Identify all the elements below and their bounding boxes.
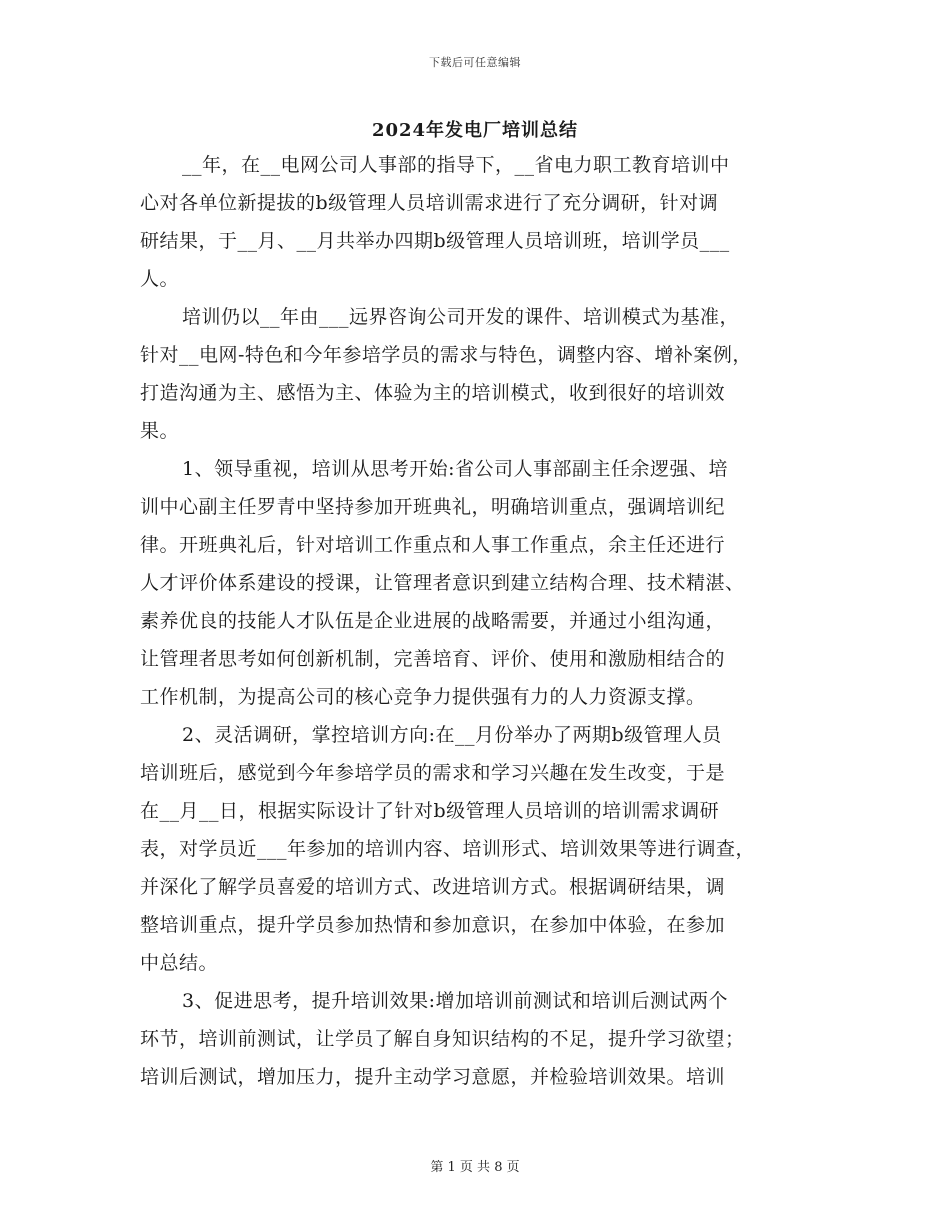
body-line: 训中心副主任罗青中坚持参加开班典礼，明确培训重点，强调培训纪 bbox=[140, 496, 726, 518]
page-title: 2024年发电厂培训总结 bbox=[371, 120, 579, 141]
body-line: 培训仍以__年由___远界咨询公司开发的课件、培训模式为基准， bbox=[182, 306, 740, 328]
body-line: 针对__电网-特色和今年参培学员的需求与特色，调整内容、增补案例， bbox=[140, 344, 752, 366]
body-line: 心对各单位新提拔的b级管理人员培训需求进行了充分调研，针对调 bbox=[140, 192, 719, 214]
body-line: 素养优良的技能人才队伍是企业进展的战略需要，并通过小组沟通， bbox=[140, 610, 726, 632]
body-line: 2、灵活调研，掌控培训方向:在__月份举办了两期b级管理人员 bbox=[182, 724, 722, 746]
document-body bbox=[140, 146, 800, 1096]
body-line: 中总结。 bbox=[140, 952, 219, 974]
body-line: 并深化了解学员喜爱的培训方式、改进培训方式。根据调研结果，调 bbox=[140, 876, 726, 898]
body-line: __年，在__电网公司人事部的指导下，__省电力职工教育培训中 bbox=[182, 154, 730, 176]
body-line: 果。 bbox=[140, 420, 180, 442]
body-line: 环节，培训前测试，让学员了解自身知识结构的不足，提升学习欲望； bbox=[140, 1028, 745, 1050]
body-line: 让管理者思考如何创新机制，完善培育、评价、使用和激励相结合的 bbox=[140, 648, 726, 670]
body-line: 培训班后，感觉到今年参培学员的需求和学习兴趣在发生改变，于是 bbox=[140, 762, 726, 784]
body-line: 工作机制，为提高公司的核心竞争力提供强有力的人力资源支撑。 bbox=[140, 686, 706, 708]
body-line: 人才评价体系建设的授课，让管理者意识到建立结构合理、技术精湛、 bbox=[140, 572, 745, 594]
page-number-footer: 第 1 页 共 8 页 bbox=[430, 1160, 520, 1175]
body-line: 研结果，于__月、__月共举办四期b级管理人员培训班，培训学员___ bbox=[140, 230, 730, 252]
body-line: 律。开班典礼后，针对培训工作重点和人事工作重点，余主任还进行 bbox=[140, 534, 726, 556]
body-line: 在__月__日，根据实际设计了针对b级管理人员培训的培训需求调研 bbox=[140, 800, 720, 822]
body-line: 整培训重点，提升学员参加热情和参加意识，在参加中体验，在参加 bbox=[140, 914, 726, 936]
header-note: 下载后可任意编辑 bbox=[429, 56, 521, 69]
body-line: 表，对学员近___年参加的培训内容、培训形式、培训效果等进行调查， bbox=[140, 838, 756, 860]
body-line: 人。 bbox=[140, 268, 180, 290]
body-line: 3、促进思考，提升培训效果:增加培训前测试和培训后测试两个 bbox=[182, 990, 728, 1012]
body-line: 培训后测试，增加压力，提升主动学习意愿，并检验培训效果。培训 bbox=[140, 1066, 726, 1088]
body-line: 1、领导重视，培训从思考开始:省公司人事部副主任余逻强、培 bbox=[182, 458, 728, 480]
body-line: 打造沟通为主、感悟为主、体验为主的培训模式，收到很好的培训效 bbox=[140, 382, 726, 404]
